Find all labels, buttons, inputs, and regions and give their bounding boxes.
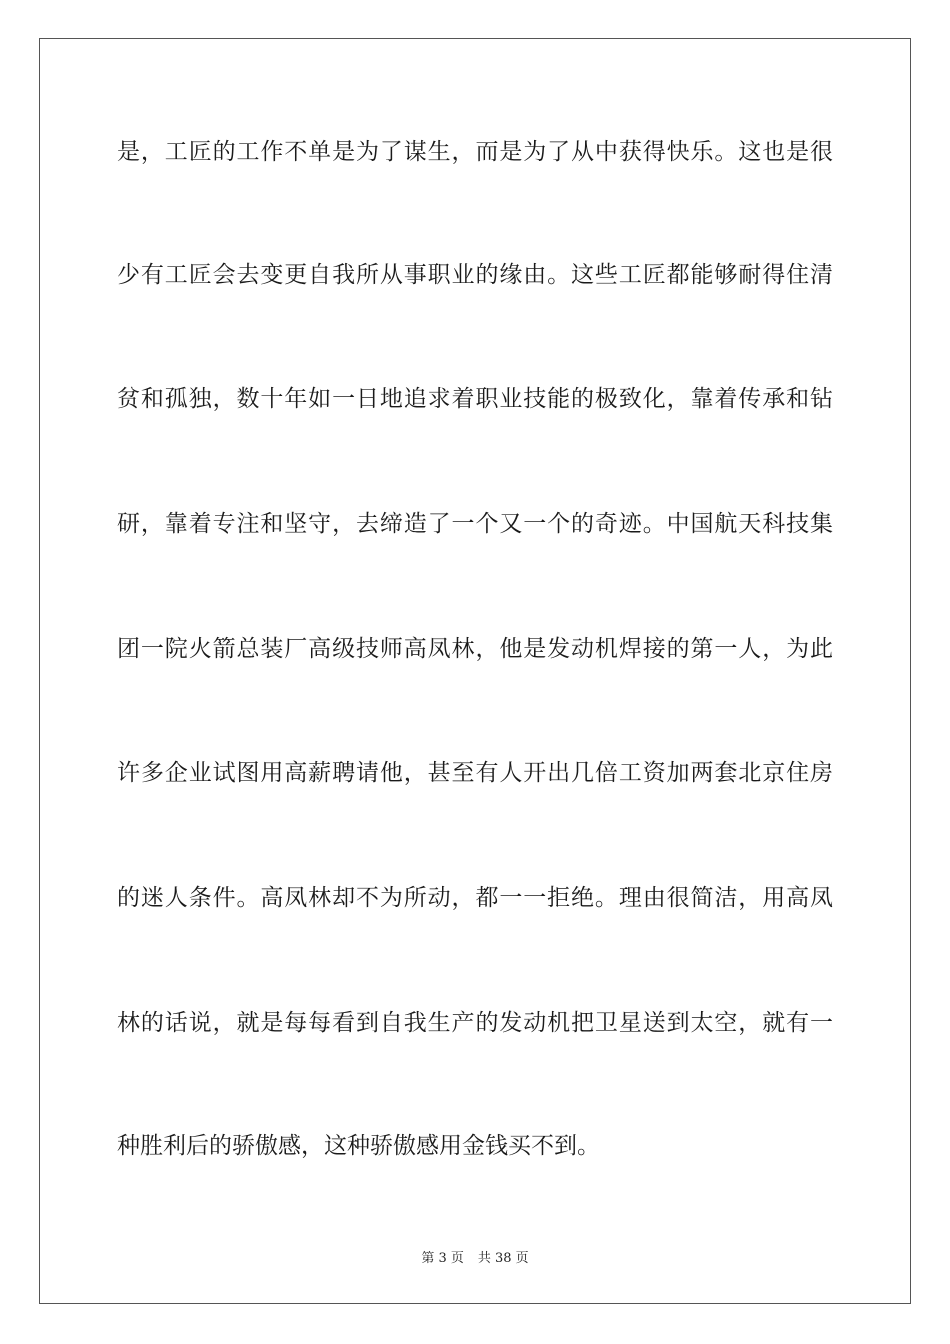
text-line: 团一院火箭总装厂高级技师高凤林，他是发动机焊接的第一人，为此 [117, 636, 833, 662]
text-line: 种胜利后的骄傲感，这种骄傲感用金钱买不到。 [117, 1133, 600, 1159]
text-line: 少有工匠会去变更自我所从事职业的缘由。这些工匠都能够耐得住清 [117, 262, 833, 288]
text-line: 林的话说，就是每每看到自我生产的发动机把卫星送到太空，就有一 [117, 1010, 833, 1036]
text-line: 贫和孤独，数十年如一日地追求着职业技能的极致化，靠着传承和钻 [117, 386, 833, 412]
text-line: 的迷人条件。高凤林却不为所动，都一一拒绝。理由很简洁，用高凤 [117, 885, 833, 911]
text-line: 研，靠着专注和坚守，去缔造了一个又一个的奇迹。中国航天科技集 [117, 511, 833, 537]
page-number: 第 3 页 [421, 1251, 464, 1266]
page-border [39, 38, 911, 1304]
page-footer [0, 1247, 950, 1266]
text-line: 许多企业试图用高薪聘请他，甚至有人开出几倍工资加两套北京住房 [117, 760, 833, 786]
total-pages: 共 38 页 [477, 1251, 529, 1266]
text-line: 是，工匠的工作不单是为了谋生，而是为了从中获得快乐。这也是很 [117, 139, 833, 165]
